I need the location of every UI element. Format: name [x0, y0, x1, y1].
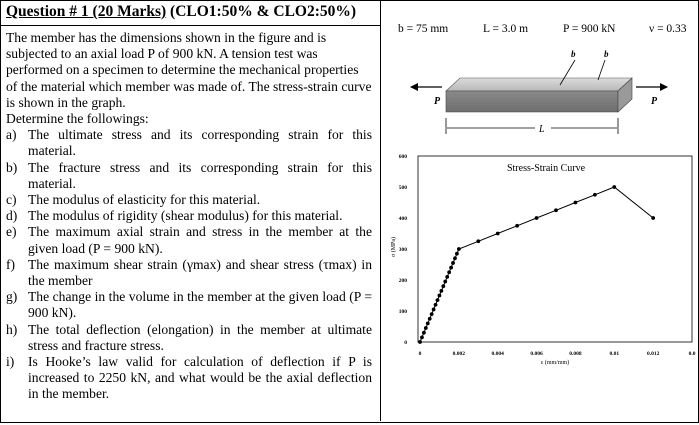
data-point	[426, 322, 430, 326]
y-tick-label: 0	[404, 340, 407, 346]
item-text: The modulus of elasticity for this material.	[28, 192, 261, 208]
data-point	[651, 216, 655, 220]
data-point	[445, 275, 449, 279]
item-text: Is Hooke’s law valid for calculation of deflection if P is increased to 2250 kN, and what would be the axial deflection in the member.	[28, 354, 372, 402]
y-tick-label: 400	[398, 216, 407, 222]
y-tick-label: 100	[398, 309, 407, 315]
data-point	[574, 201, 578, 205]
x-tick-label: 0.0	[688, 351, 696, 357]
item-text: The maximum axial strain and stress in the member at the given load (P = 900 kN).	[28, 224, 372, 256]
x-axis-label: ε (mm/mm)	[540, 360, 570, 366]
data-point	[434, 303, 438, 307]
question-clo: (CLO1:50% & CLO2:50%)	[166, 3, 357, 20]
load-P: P = 900 kN	[563, 23, 616, 35]
data-point	[432, 308, 436, 312]
data-point	[515, 224, 519, 228]
item-marker: e)	[6, 224, 17, 240]
x-ticks	[419, 351, 696, 357]
item-marker: g)	[6, 289, 18, 305]
data-point	[422, 331, 426, 335]
x-tick-label: 0	[418, 351, 422, 357]
y-tick-label: 600	[398, 154, 407, 160]
item-text: The total deflection (elongation) in the member at ultimate stress and fracture stress.	[28, 321, 372, 353]
y-ticks	[399, 154, 408, 346]
item-text: The modulus of rigidity (shear modulus) for this material.	[28, 208, 343, 224]
item-text: The maximum shear strain (γmax) and shear stress (τmax) in the member	[28, 256, 372, 289]
item-marker: h)	[6, 321, 18, 337]
item-text: The fracture stress and its corresponding strain for this material.	[28, 159, 372, 191]
x-tick-label: 0.012	[646, 351, 660, 357]
label-L: L	[539, 124, 545, 135]
dimension-b: b = 75 mm	[398, 23, 449, 35]
data-point	[451, 261, 455, 265]
x-tick-label: 0.01	[609, 351, 620, 357]
data-point	[612, 185, 616, 189]
data-point	[476, 239, 480, 243]
label-b-2: b	[604, 49, 609, 59]
data-point	[430, 312, 434, 316]
item-marker: c)	[6, 192, 17, 208]
data-point	[441, 284, 445, 288]
x-tick-label: 0.004	[491, 351, 504, 357]
dimension-L: L = 3.0 m	[483, 23, 529, 35]
item-marker: f)	[6, 256, 16, 272]
label-P-right: P	[651, 96, 658, 107]
y-tick-label: 500	[398, 185, 407, 191]
chart-title: Stress-Strain Curve	[506, 163, 586, 174]
data-point	[443, 280, 447, 284]
label-b-1: b	[571, 49, 576, 59]
data-point	[453, 256, 457, 260]
item-text: The change in the volume in the member at the given load (P = 900 kN).	[28, 289, 372, 321]
question-number: Question # 1 (20 Marks)	[6, 3, 167, 20]
data-point	[424, 326, 428, 330]
item-marker: d)	[6, 208, 18, 224]
data-point	[449, 266, 453, 270]
data-point	[438, 294, 442, 298]
data-point	[496, 232, 500, 236]
data-points	[418, 185, 655, 344]
data-point	[455, 252, 459, 256]
poisson-ratio: ν = 0.33	[649, 23, 687, 35]
data-point	[420, 335, 424, 339]
x-tick-label: 0.008	[569, 351, 582, 357]
data-point	[436, 298, 440, 302]
data-point	[457, 247, 461, 251]
item-marker: b)	[6, 159, 18, 175]
data-point	[439, 289, 443, 293]
y-tick-label: 300	[398, 247, 407, 253]
y-axis-label: σ (MPa)	[391, 236, 397, 258]
item-marker: a)	[6, 127, 17, 143]
stress-strain-line	[420, 187, 653, 342]
data-point	[535, 216, 539, 220]
data-point	[428, 317, 432, 321]
y-tick-label: 200	[398, 278, 407, 284]
data-point	[554, 208, 558, 212]
label-P-left: P	[434, 96, 441, 107]
question-intro: The member has the dimensions shown in the figure and is subjected to an axial load P of 900 kN. A tension test was performed on a specimen to determine the mechanical properties of the material which member was made of. The stress-strain curve is shown in the graph.	[6, 30, 372, 110]
item-text: The ultimate stress and its corresponding strain for this material.	[28, 127, 372, 159]
determine-label: Determine the followings:	[6, 111, 149, 127]
x-tick-label: 0.002	[452, 351, 466, 357]
data-point	[418, 340, 422, 344]
data-point	[447, 270, 451, 274]
data-point	[593, 193, 597, 197]
x-tick-label: 0.006	[530, 351, 543, 357]
item-marker: i)	[6, 354, 15, 370]
